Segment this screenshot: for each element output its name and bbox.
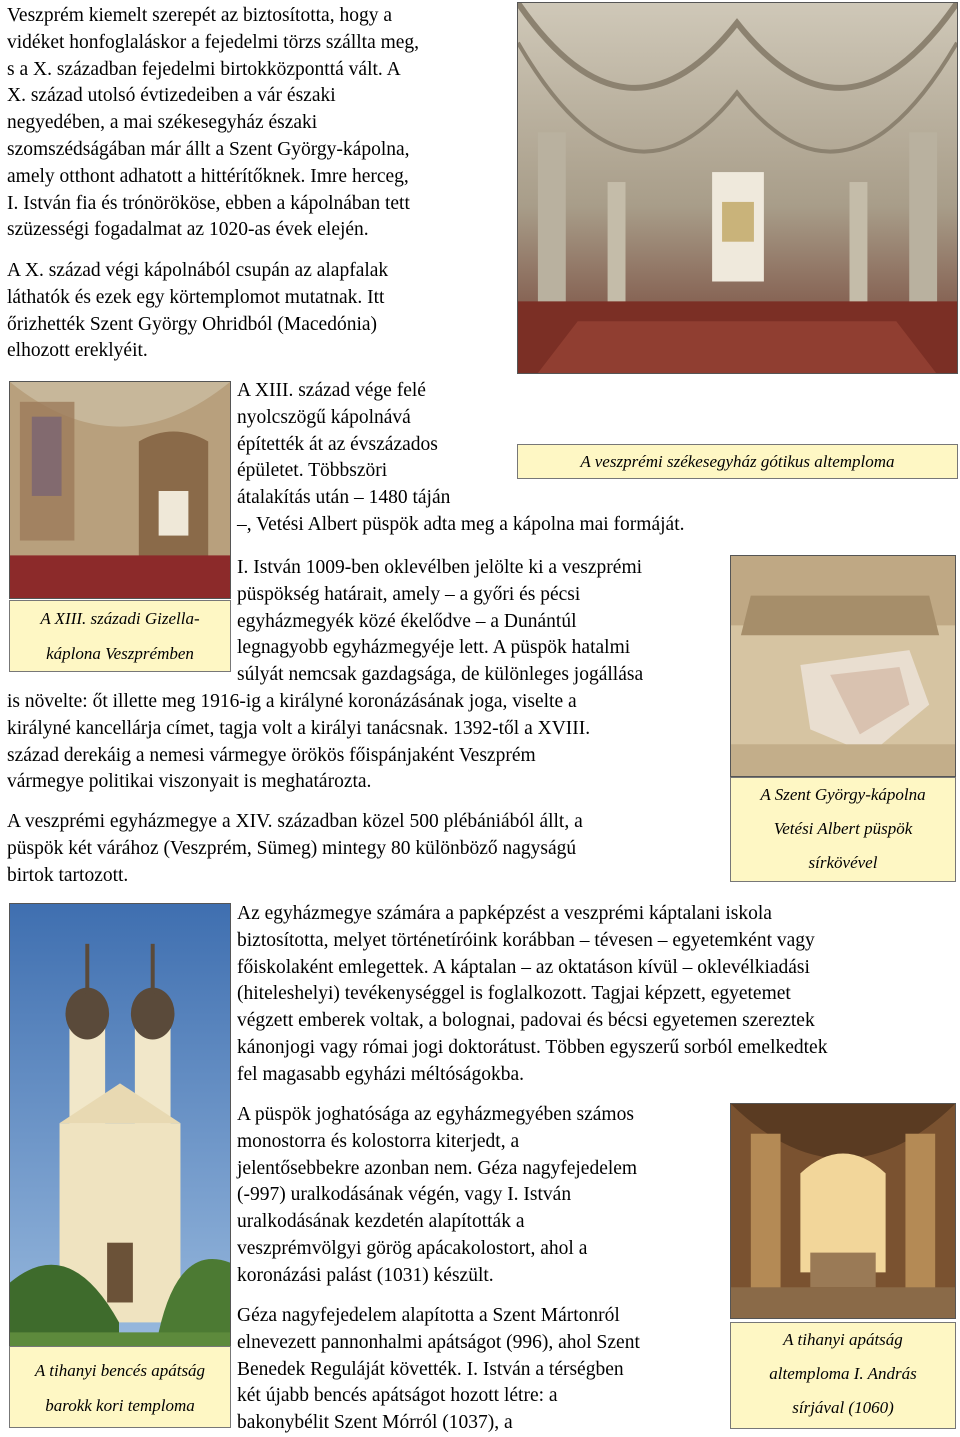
text-line: X. század utolsó évtizedeiben a vár északi [7,85,336,107]
text-line: főiskolaként emlegettek. A káptalan – az oktatáson kívül – oklevélkiadási [237,956,810,978]
text-line: súlyát nemcsak gazdagsága, de különleges jogállása [237,664,644,686]
text-line: koronázási palást (1031) készült. [237,1264,494,1286]
text-line: A X. század végi kápolnából csupán az alapfalak [7,260,389,281]
text-line: is növelte: őt illette meg 1916-ig a királyné koronázásának joga, viselte a [7,691,577,712]
text-line: nyolcszögű kápolnává [237,406,411,428]
text-line: épületet. Többszöri [237,460,388,482]
text-line: veszprémvölgyi görög apácakolostort, ahol a [237,1237,588,1259]
text-line: két újabb bencés apátságot hozott létre: a [237,1385,558,1407]
text-line: átalakítás után – 1480 táján [237,487,451,509]
crypt-caption-text: A veszprémi székesegyház gótikus altemploma [580,452,895,471]
gyorgy-caption [730,777,956,882]
text-line: egyházmegyék közé ékelődve – a Dunántúl [237,610,577,632]
text-line: bakonybélit Szent Mórról (1037), a [237,1412,513,1434]
text-line: királyné kancellárja címet, tagja volt a királyi tanácsnak. 1392-től a XVIII. [7,717,591,739]
text-line: (hiteleshelyi) tevékenységgel is foglalkozott. Tagjai képzett, egyetemet [237,983,791,1005]
text-line: őrizhették Szent György Ohridból (Macedónia) [7,313,378,335]
gizella-chapel-photo [9,381,231,599]
tihany-crypt-caption [730,1322,956,1429]
text-line: Az egyházmegye számára a papképzést a veszprémi káptalani iskola [237,903,772,924]
text-line: elhozott ereklyéit. [7,340,148,362]
text-line: végzett emberek voltak, a bolognai, padovai és bécsi egyetemen szereztek [237,1010,815,1032]
tihany-church-caption-line-2: barokk kori temploma [45,1396,195,1415]
text-line: püspökség határait, amely – a győri és pécsi [237,583,581,605]
crypt-photo [517,2,958,374]
tihany-crypt-caption-line-2: altemploma I. András [769,1364,917,1383]
text-line: biztosította, melyet történetíróink korábban – tévesen – egyetemként vagy [237,929,815,951]
paragraph-parishes [7,809,583,889]
paragraph-octagonal-chapel [237,378,684,539]
text-line: Benedek Reguláját követték. I. István a térségben [237,1358,624,1380]
paragraph-abbeys [237,1303,640,1437]
gyorgy-caption-line-3: sírkövével [808,853,878,872]
text-line: vármegye politikai viszonyait is meghatározta. [7,771,372,793]
paragraph-round-church [7,258,388,365]
text-line: (-997) uralkodásának végén, vagy I. István [237,1184,572,1206]
text-line: püspök két várához (Veszprém, Sümeg) mintegy 80 különböző nagyságú [7,837,577,859]
text-line: vidéket honfoglaláskor a fejedelmi törzs szállta meg, [7,31,420,53]
paragraph-monasteries [237,1102,637,1290]
text-line: század derekáig a nemesi vármegye örökös főispánjaként Veszprém [7,744,536,766]
gizella-caption [9,600,231,672]
text-line: láthatók és ezek egy körtemplomot mutatnak. Itt [7,286,385,308]
text-line: Géza nagyfejedelem alapította a Szent Mártonról [237,1305,620,1326]
gyorgy-caption-line-1: A Szent György-kápolna [760,785,926,804]
text-line: amely otthont adhatott a hittérítőknek. Imre herceg, [7,165,409,187]
gizella-caption-line-1: A XIII. századi Gizella- [40,609,200,628]
text-line: szüzességi fogadalmat az 1020-as évek elején. [7,219,369,241]
text-line: –, Vetési Albert püspök adta meg a kápolna mai formáját. [237,513,685,535]
text-line: A veszprémi egyházmegye a XIV. században közel 500 plébániából állt, a [7,811,583,832]
text-line: negyedében, a mai székesegyház északi [7,112,318,134]
text-line: I. István fia és trónörököse, ebben a kápolnában tett [7,192,410,214]
text-line: A püspök joghatósága az egyházmegyében számos [237,1104,634,1125]
tihany-crypt-photo [730,1103,956,1319]
tihany-church-caption [9,1346,231,1428]
text-line: I. István 1009-ben oklevélben jelölte ki a veszprémi [237,557,643,578]
text-line: szomszédságában már állt a Szent György-kápolna, [7,138,410,160]
tihany-crypt-caption-line-1: A tihanyi apátság [783,1330,903,1349]
text-line: kánonjogi vagy római jogi doktorátust. Többen egyszerű sorból emelkedtek [237,1036,828,1058]
gizella-caption-line-2: káplona Veszprémben [46,644,194,663]
gyorgy-caption-line-2: Vetési Albert püspök [773,819,913,838]
text-line: monostorra és kolostorra kiterjedt, a [237,1130,520,1152]
text-line: építették át az évszázados [237,433,438,455]
paragraph-chapter-school [237,901,827,1089]
tihany-church-caption-line-1: A tihanyi bencés apátság [34,1361,206,1380]
text-line: fel magasabb egyházi méltóságokba. [237,1063,524,1085]
text-line: uralkodásának kezdetén alapították a [237,1211,525,1233]
text-line: elnevezett pannonhalmi apátságot (996), ahol Szent [237,1331,640,1353]
text-line: A XIII. század vége felé [237,380,426,401]
paragraph-origins [7,3,419,244]
text-line: legnagyobb egyházmegyéje lett. A püspök hatalmi [237,637,631,659]
paragraph-bishopric-b [7,689,590,796]
text-line: jelentősebbekre azonban nem. Géza nagyfejedelem [237,1157,638,1179]
tihany-crypt-caption-line-3: sírjával (1060) [792,1398,894,1417]
paragraph-bishopric-a [237,555,643,689]
text-line: Veszprém kiemelt szerepét az biztosította, hogy a [7,5,392,26]
text-line: birtok tartozott. [7,864,129,886]
text-line: s a X. században fejedelmi birtokközponttá vált. A [7,58,401,80]
gyorgy-chapel-photo [730,555,956,777]
